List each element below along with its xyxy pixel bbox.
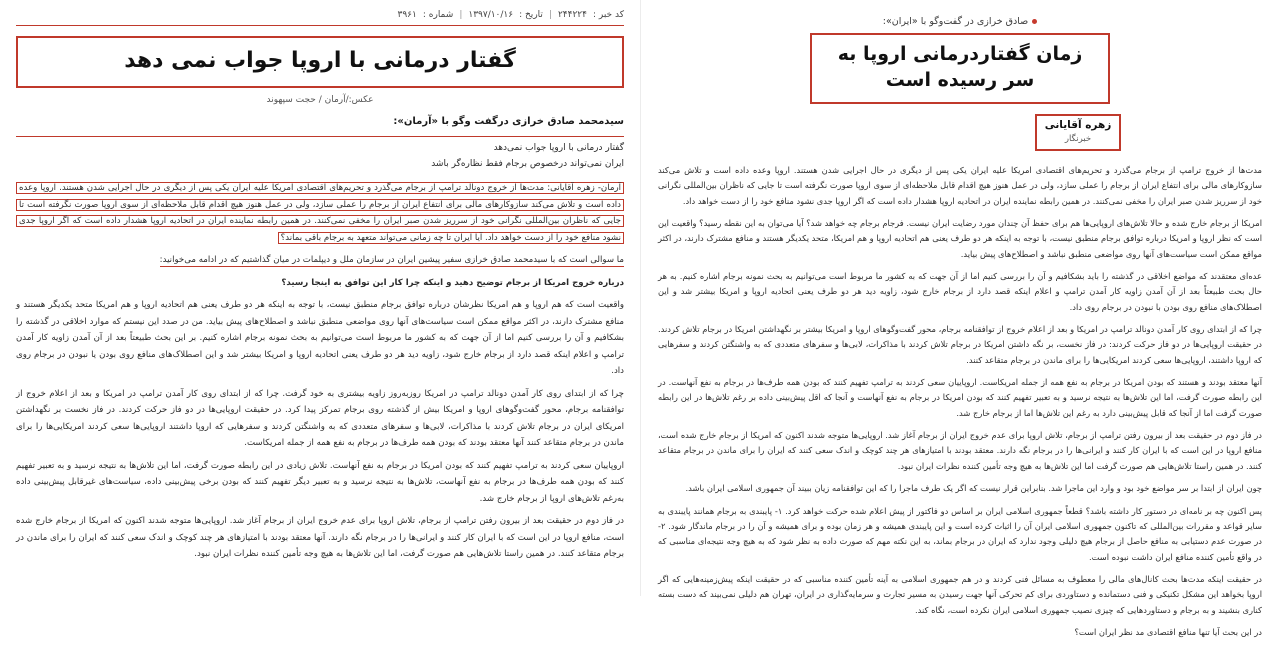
left-byline-name: زهره آقایانی — [1044, 119, 1112, 132]
left-paragraph: در این بحث آیا تنها منافع اقتصادی مد نظر ایران است؟ — [1074, 626, 1262, 637]
meta-separator: | — [548, 10, 552, 20]
right-paragraph: چرا که از ابتدای روی کار آمدن دونالد ترامپ در امریکا روزبه‌روز زاویه بیشتری به خود گرفت. چرا که از ابتدای روی کار آمدن ترامپ در امریکا و بعد از اعلام خروج از توافقنامه برجام، محور گفت‌وگوهای اروپا و امریکا بیش از گذشته روی برجام تمرکز پیدا کرد. در حقیقت اروپایی‌ها در دو فاز حرکت کردند. در فاز نخست بر نگهداشتن امریکای ایران در برجام تلاش کردند با مذاکرات، لابی‌ها و سفرهای متعددی که به واشنگتن کردند و سفرهایی که اروپا داشتند اروپایی‌ها سعی کردند امریکایی‌ها را برای ماندن در برجام متقاعد کنند آنها معتقد بودند که بودن همه طرف‌ها در برجام به نفع همه از جمله امریکاست. — [16, 388, 624, 449]
left-byline-box — [1035, 114, 1121, 151]
page-divider — [640, 0, 641, 596]
news-code-label: کد خبر : — [592, 10, 624, 20]
left-paragraph: عده‌ای معتقدند که مواضع اخلاقی در گذشته را باید بشکافیم و آن را بررسی کنیم اما از آن جهت که به کشور ما مربوط است می‌توانیم به بحث نمونه برجام اشاره کنیم. به هر حال بحث طبیعتاً بعد از آن آمدن زاویه کار آمدن ترامپ و اعلام اینکه قصد دارد از برجام خارج شود، زاویه دید هر دو طرف یعنی اتحادیه اروپا و امریکا بیشتر شد و این اصطلاک‌های منافع روی بودن با نبودن در برجام روی داد. — [658, 271, 1262, 312]
meta-separator: | — [459, 10, 463, 20]
right-paragraph: اروپاییان سعی کردند به ترامپ تفهیم کنند که بودن امریکا در برجام به نفع آنهاست. تلاش زیادی در این رابطه صورت گرفت، اما این تلاش‌ها به نتیجه نرسید و به تعبیر تفهیم کنند که بودن همه طرف‌ها در برجام به نفع آنهاست، تلاش‌ها به نتیجه نرسید و به تعبیر دیگر تفهیم کنند که بودن برخی پیش‌بینی داده، سیاست‌های غیرقابل پیش‌بینی داده به‌رغم تلاش‌های اروپا از برجام خارج شد. — [16, 460, 624, 504]
right-paragraph-highlighted — [16, 180, 624, 246]
right-article — [0, 0, 640, 596]
news-code-value: ۲۴۴۲۲۴ — [557, 10, 587, 20]
right-lede: سیدمحمد صادق خرازی درگفت وگو با «آرمان»: — [16, 113, 624, 137]
left-paragraph: چرا که از ابتدای روی کار آمدن دونالد ترامپ در امریکا و بعد از اعلام خروج از توافقنامه برجام، محور گفت‌وگوهای اروپا و امریکا بیشتر بر نگهداشتن امریکا در برجام تلاش کردند. در حقیقت اروپایی‌ها در دو فاز حرکت کردند: در فاز نخست، بر نگه داشتن امریکا در برجام تلاش کردند با مذاکرات، لابی‌ها و سفرهای متعددی که به واشنگتن کردند و سفرهایی که اروپا داشتند، اروپایی‌ها سعی کردند امریکایی‌ها را برای ماندن در برجام متقاعد کنند. — [658, 324, 1262, 365]
left-paragraph: مدت‌ها از خروج ترامپ از برجام می‌گذرد و تحریم‌های اقتصادی امریکا علیه ایران یکی پس از دیگری در حال اجرایی شدن هستند. اروپا وعده داده است و تلاش می‌کند سازوکارهای مالی برای انتفاع ایران از برجام را عملی سازد، ولی در عمل هنوز هیچ اقدام قابل ملاحظه‌ای از سوی اروپا صورت نگرفته است تا جایی که ناظران بین‌المللی نگرانی خود از سرریز شدن صبر ایران را مخفی نمی‌کنند. در همین رابطه نماینده ایران در اتحادیه اروپا هشدار داده است که اگر اروپا جدی نشود منافع خود را از دست خواهد داد. — [658, 164, 1262, 206]
right-paragraph-underlined — [16, 252, 624, 269]
right-paragraph-1: آرمان- زهره آقایانی: مدت‌ها از خروج دونالد ترامپ از برجام می‌گذرد و تحریم‌های اقتصادی امریکا علیه ایران یکی پس از دیگری در حال اجرایی شدن هستند. اروپا وعده داده است و تلاش می‌کند سازوکارهای مالی برای انتفاع ایران از برجام را عملی سازد، ولی در عمل هنوز هیچ اقدام قابل ملاحظه‌ای از سوی اروپا صورت نگرفته است تا جایی که ناظران بین‌المللی نگرانی خود از سرریز شدن صبر ایران را مخفی نمی‌کنند. در همین رابطه نماینده ایران در اتحادیه اروپا هشدار داده است که اگر اروپا جدی نشود منافع خود را از دست خواهد داد. آیا ایران تا چه زمانی می‌تواند متعهد به برجام باقی بماند؟ — [16, 182, 624, 244]
photo-credit: عکس:/آرمان / حجت سپهوند — [266, 94, 374, 105]
right-article-meta — [16, 10, 624, 25]
issue-value: ۳۹۶۱ — [397, 10, 417, 20]
right-paragraph: درباره خروج امریکا از برجام توضیح دهید و اینکه چرا کار این توافق به اینجا رسید؟ — [281, 277, 624, 288]
bullet-icon — [1032, 19, 1037, 24]
date-label: تاریخ : — [519, 10, 543, 20]
left-byline-role: خبرنگار — [1064, 133, 1092, 144]
left-article-kicker — [658, 16, 1262, 27]
left-headline: زمان گفتاردرمانی اروپا به سر رسیده است — [837, 43, 1083, 91]
right-headline: گفتار درمانی با اروپا جواب نمی دهد — [124, 48, 516, 73]
left-paragraph: امریکا از برجام خارج شده و حالا تلاش‌های اروپایی‌ها هم برای حفظ آن چندان مورد رضایت ایران نیست. فرجام برجام چه خواهد شد؟ آیا می‌توان به این نقطه رسید؟ واقعیت این است که نظر اروپا و امریکا درباره توافق برجام منطبق نیست، با توجه به اینکه هر دو طرف یعنی هم اتحادیه اروپا و هم امریکا، متحد یکدیگر هستند و منافع مشترک دارند، در اکثر مواقع ممکن است سیاست‌های آنها روی مواضعی منطبق نباشد و اصطلاح‌های پیش بیاید. — [658, 218, 1262, 259]
left-kicker-text: صادق خرازی در گفت‌وگو با «ایران»: — [882, 16, 1029, 27]
left-paragraph: در فاز دوم در حقیقت بعد از بیرون رفتن ترامپ از برجام، تلاش اروپا برای عدم خروج ایران از برجام آغاز شد. اروپایی‌ها متوجه شدند اکنون که امریکا از برجام خارج شده است، منافع اروپا در این است که با ایران کار کنند و ایرانی‌ها را در برجام نگه دارند. معتقد بودند با امتیازهای هر چند کوچک و اندک سعی کنند که ایران را برای ماندن در برجام متقاعد کنند. در همین راستا تلاش‌هایی هم صورت گرفت اما این تلاش‌ها به هیچ وجه تأمین کننده نظرات ایران نبود. — [658, 430, 1262, 471]
right-paragraph: واقعیت است که هم اروپا و هم امریکا نظرشان درباره توافق برجام منطبق نیست، با توجه به اینکه هر دو طرف یعنی هم اتحادیه اروپا و هم امریکا متحد یکدیگر هستند و منافع مشترک دارند، در اکثر مواقع ممکن است سیاست‌های آنها روی مواضعی منطبق نباشد و اصطلاح‌های پیش بیاید. من در صدد این نیستم که موارد اخلاقی در گذشته را بشکافیم و آن را بررسی کنیم اما از آن جهت که به کشور ما مربوط است می‌توانیم به بحث نمونه برجام اشاره کنیم. بر این بحث طبیعتاً بعد از آن آمدن زاویه کار آمدن ترامپ و اعلام اینکه قصد دارد از برجام خارج شود، زاویه دید هر دو طرف یعنی اتحادیه اروپا و امریکا بیشتر شد و این اصطلاک‌های منافع روی بودن یا نبودن در برجام روی داد. — [16, 300, 624, 377]
left-paragraph: آنها معتقد بودند و هستند که بودن امریکا در برجام به نفع همه از جمله امریکاست. اروپاییان سعی کردند به ترامپ تفهیم کنند که بودن همه طرف‌ها در برجام به نفع آنهاست. در این رابطه صورت گرفت، اما این تلاش‌ها به نتیجه نرسید و به تعبیر تفهیم کنند که بودن امریکا در برجام به نفع آنهاست و آنجا که اقل پیش‌بینی داده بر رغم تلاش‌ها در این رابطه صورت گرفت اما از آنجا که قابل پیش‌بینی دارد به رغم این تلاش‌ها اما از برجام خارج شد. — [658, 377, 1262, 418]
date-value: ۱۳۹۷/۱۰/۱۶ — [468, 10, 514, 20]
left-paragraph: در حقیقت اینکه مدت‌ها بحث کانال‌های مالی را معطوف به مسائل فنی کردند و در هم جمهوری اسلامی به آینه تأمین کننده مناسبی که در حقیقت اینکه پیش‌زمینه‌هایی که اگر اروپا بخواهد این مشکل تکنیکی و فنی دستمانده و دستاوردی برای کم تحرکی آنها جهت رسیدن به مسیر تجارت و سرمایه‌گذاری در ایران، تهران هم دلیلی نمی‌بیند که دست بسته کناری بنشیند و به برجام و دستاوردهایی که چیزی نصیب جمهوری اسلامی ایران نکرده است، نگاه کند. — [658, 573, 1262, 615]
right-paragraph: در فاز دوم در حقیقت بعد از بیرون رفتن ترامپ از برجام، تلاش اروپا برای عدم خروج ایران از برجام آغاز شد. اروپایی‌ها متوجه شدند اکنون که امریکا از برجام خارج شده است، منافع اروپا در این است که با ایران کار کنند و ایرانی‌ها را در برجام نگه دارند. آنها معتقد بودند با امتیازهای هر چند کوچک و اندک سعی کنند که ایران را برای ماندن در برجام متقاعد کنند. در همین راستا تلاش‌هایی هم صورت گرفت، اما این تلاش‌ها به هیچ وجه تأمین کننده نظرات ایران نبود. — [16, 516, 624, 560]
right-headline-box — [16, 36, 624, 88]
summary-line: گفتار درمانی با اروپا جواب نمی‌دهد — [493, 142, 624, 153]
left-article — [640, 0, 1280, 637]
left-paragraph: چون ایران از ابتدا بر سر مواضع خود بود و وارد این ماجرا شد. بنابراین قرار نیست که اگر یک طرف ماجرا را که این توافقنامه زیان ببیند آن جمهوری اسلامی ایران باشد. — [685, 483, 1262, 494]
left-headline-box — [810, 33, 1110, 104]
right-article-body — [16, 180, 624, 563]
right-summary — [16, 140, 624, 172]
right-paragraph-2: ما سوالی است که با سیدمحمد صادق خرازی سفیر پیشین ایران در سازمان ملل و دیپلمات در میان گذاشتیم که در ادامه می‌خوانید: — [159, 255, 624, 266]
left-paragraph: پس اکنون چه بر نامه‌ای در دستور کار داشته باشد؟ قطعاً جمهوری اسلامی ایران بر اساس دو فاکتور از پیش اعلام شده حرکت خواهد کرد. ۱- پایبندی به برجام همانند پایبندی به سایر قواعد و مقررات بین‌المللی که تاکنون جمهوری اسلامی ایران آن را اثبات کرده است و این پایبندی همیشه و هر زمان بوده و برای همیشه و آن را در برجام ماندگار شود. ۲- در صورت عدم دستیابی به منافع حاصل از برجام هیچ دلیلی وجود ندارد که ایران در برجام بماند، به این نکته مهم که صورت داده به نظر شود که به هیچ وجه نتیجه‌ای مناسبی که در واقع تأمین کننده منافع ایران داشت نبوده است. — [658, 505, 1262, 562]
summary-line: ایران نمی‌تواند درخصوص برجام فقط نظاره‌گر باشد — [431, 158, 624, 169]
issue-label: شماره : — [422, 10, 454, 20]
left-article-body — [658, 163, 1262, 647]
meta-rule — [16, 25, 624, 26]
